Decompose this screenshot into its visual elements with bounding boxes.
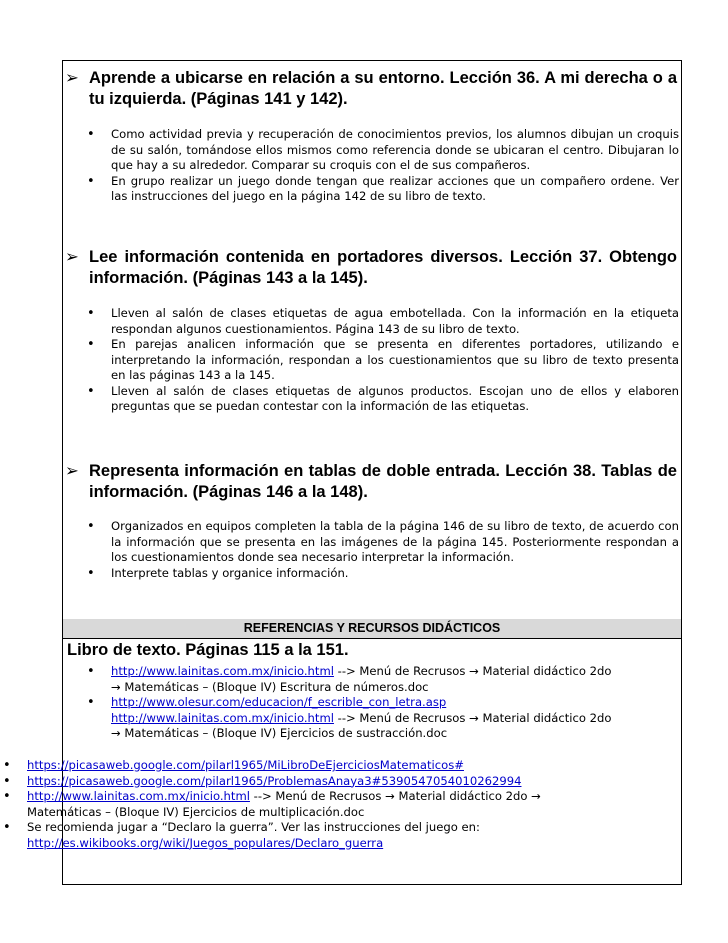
page-frame: [27, 60, 682, 885]
reference-item-2: • http://www.olesur.com/educacion/f_escrible_con_letra.asp http://www.lainitas.com.mx/inicio.html --> Menú de Recrusos → Material didáctico 2do → Matemáticas – (Bloque IV) Ejercicios de sustracción.doc: [87, 695, 679, 742]
reference-item-3: [3, 758, 679, 774]
reference-link[interactable]: http://www.lainitas.com.mx/inicio.html: [111, 710, 334, 725]
section-heading-text: Aprende a ubicarse en relación a su entorno. Lección 36. A mi derecha o a tu izquierda. (Páginas 141 y 142).: [89, 69, 677, 108]
section-heading-3: [65, 461, 677, 503]
bullet-list-3: [87, 519, 679, 581]
references-bar: REFERENCIAS Y RECURSOS DIDÁCTICOS: [63, 619, 681, 639]
arrow-bullet-icon: ➢: [65, 248, 79, 266]
list-item: • En grupo realizar un juego donde tengan que realizar acciones que un compañero ordene. Ver las instrucciones del juego en la página 142 de su libro de texto.: [87, 174, 679, 205]
reference-item-1: • http://www.lainitas.com.mx/inicio.html --> Menú de Recrusos → Material didáctico 2do → Matemáticas – (Bloque IV) Escritura de números.doc: [87, 664, 679, 695]
list-item: • Lleven al salón de clases etiquetas de agua embotellada. Con la información en la etiqueta respondan algunos cuestionamientos. Página 143 de su libro de texto.: [87, 306, 679, 337]
list-item: • Lleven al salón de clases etiquetas de algunos productos. Escojan uno de ellos y elaboren preguntas que se puedan contestar con la información de las etiquetas.: [87, 384, 679, 415]
activities-section: [63, 61, 681, 620]
arrow-icon: →: [469, 710, 479, 725]
reference-item-6: • Se recomienda jugar a “Declaro la guerra”. Ver las instrucciones del juego en: http://es.wikibooks.org/wiki/Juegos_populares/Declaro_guerra: [3, 820, 679, 851]
reference-item-4: [3, 774, 679, 790]
arrow-icon: →: [111, 679, 121, 694]
arrow-bullet-icon: ➢: [65, 462, 79, 480]
reference-link[interactable]: http://es.wikibooks.org/wiki/Juegos_populares/Declaro_guerra: [27, 835, 384, 850]
list-item: • Organizados en equipos completen la tabla de la página 146 de su libro de texto, de acuerdo con la información que se presenta en las imágenes de la página 145. Posteriormente respondan a los cuestionamientos donde sea necesario interpretar la información.: [87, 519, 679, 566]
arrow-icon: →: [469, 664, 479, 678]
section-heading-1: [65, 68, 677, 110]
reference-link[interactable]: http://www.olesur.com/educacion/f_escrible_con_letra.asp: [111, 695, 447, 709]
list-item: • Como actividad previa y recuperación de conocimientos previos, los alumnos dibujan un croquis de su salón, tomándose ellos mismos como referencia donde se ubicaran el centro. Dibujaran lo que hay a su alrededor. Comparar su croquis con el de sus compañeros.: [87, 127, 679, 174]
list-item: • En parejas analicen información que se presenta en diferentes portadores, utilizando e interpretando la información, respondan a los cuestionamientos que su libro de texto presenta en las páginas 143 a la 145.: [87, 337, 679, 384]
section-heading-2: [65, 247, 677, 289]
arrow-icon: →: [385, 789, 395, 803]
reference-link[interactable]: http://www.lainitas.com.mx/inicio.html: [111, 664, 334, 678]
reference-link[interactable]: http://www.lainitas.com.mx/inicio.html: [27, 789, 250, 803]
section-heading-text: Lee información contenida en portadores diversos. Lección 37. Obtengo información. (Páginas 143 a la 145).: [89, 248, 677, 287]
bullet-list-2: [87, 306, 679, 415]
reference-list-outer: [3, 758, 679, 851]
reference-item-5: • http://www.lainitas.com.mx/inicio.html --> Menú de Recrusos → Material didáctico 2do → Matemáticas – (Bloque IV) Ejercicios de multiplicación.doc: [3, 789, 679, 820]
list-item: • Interprete tablas y organice información.: [87, 566, 679, 582]
reference-link[interactable]: https://picasaweb.google.com/pilarl1965/MiLibroDeEjerciciosMatematicos#: [27, 758, 464, 772]
arrow-icon: →: [111, 726, 121, 740]
arrow-icon: →: [531, 789, 541, 803]
arrow-bullet-icon: ➢: [65, 69, 79, 87]
bullet-list-1: [87, 127, 679, 205]
reference-list-indented: [87, 664, 679, 742]
reference-link[interactable]: https://picasaweb.google.com/pilarl1965/ProblemasAnaya3#5390547054010262994: [27, 773, 522, 788]
section-heading-text: Representa información en tablas de doble entrada. Lección 38. Tablas de información. (Páginas 146 a la 148).: [89, 462, 677, 501]
book-reference: Libro de texto. Páginas 115 a la 151.: [67, 641, 349, 659]
